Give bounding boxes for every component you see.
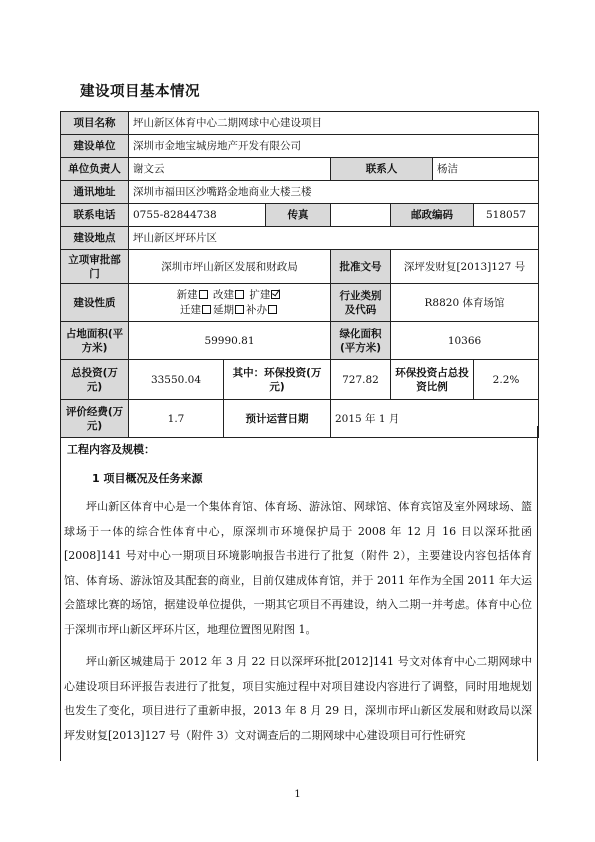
nature-relocate-option[interactable]: 迁建 (180, 304, 213, 316)
location-label: 建设地点 (61, 227, 129, 250)
nature-options (129, 284, 331, 322)
address-value: 深圳市福田区沙嘴路金地商业大楼三楼 (129, 181, 539, 204)
total-invest-value: 33550.04 (129, 360, 224, 400)
builder-label: 建设单位 (61, 135, 129, 158)
builder-value: 深圳市金地宝城房地产开发有限公司 (129, 135, 539, 158)
nature-label: 建设性质 (61, 284, 129, 322)
project-name-value: 坪山新区体育中心二期网球中心建设项目 (129, 112, 539, 135)
env-ratio-label: 环保投资占总投资比例 (391, 360, 474, 400)
page-title: 建设项目基本情况 (80, 84, 200, 100)
approval-doc-value: 深坪发财复[2013]127 号 (391, 250, 539, 284)
eval-fee-label: 评价经费(万元) (61, 400, 129, 438)
project-info-table (60, 111, 539, 438)
operation-date-label: 预计运营日期 (224, 400, 331, 438)
checkbox-icon[interactable] (235, 290, 244, 299)
postcode-value: 518057 (474, 204, 539, 227)
land-area-value: 59990.81 (129, 322, 331, 360)
checkbox-icon[interactable] (199, 290, 208, 299)
project-name-label: 项目名称 (61, 112, 129, 135)
section-heading: 工程内容及规模： (67, 443, 155, 456)
contact-label: 联系人 (331, 158, 433, 181)
green-area-label: 绿化面积(平方米) (331, 322, 391, 360)
location-value: 坪山新区坪环片区 (129, 227, 539, 250)
legal-rep-value: 谢文云 (129, 158, 331, 181)
industry-value: R8820 体育场馆 (391, 284, 539, 322)
page-number: 1 (294, 789, 301, 800)
total-invest-label: 总投资(万元) (61, 360, 129, 400)
approval-dept-value: 深圳市坪山新区发展和财政局 (129, 250, 331, 284)
nature-new-option[interactable]: 新建 (177, 289, 210, 301)
checked-checkbox-icon[interactable] (271, 290, 280, 299)
legal-rep-label: 单位负责人 (61, 158, 129, 181)
phone-value: 0755-82844738 (129, 204, 266, 227)
checkbox-icon[interactable] (268, 305, 277, 314)
industry-label: 行业类别及代码 (331, 284, 391, 322)
env-invest-label: 其中：环保投资(万元) (224, 360, 331, 400)
env-invest-value: 727.82 (331, 360, 391, 400)
contact-value: 杨洁 (433, 158, 539, 181)
green-area-value: 10366 (391, 322, 539, 360)
fax-label: 传真 (266, 204, 331, 227)
approval-doc-label: 批准文号 (331, 250, 391, 284)
sub-heading: 1 项目概况及任务来源 (92, 472, 203, 485)
checkbox-icon[interactable] (202, 305, 211, 314)
env-ratio-value: 2.2% (474, 360, 539, 400)
approval-dept-label: 立项审批部门 (61, 250, 129, 284)
operation-date-value: 2015 年 1 月 (331, 400, 539, 438)
land-area-label: 占地面积(平方米) (61, 322, 129, 360)
nature-expand-option[interactable]: 扩建 (249, 289, 282, 301)
fax-value (331, 204, 391, 227)
nature-extend-option[interactable]: 延期 (213, 304, 246, 316)
nature-supplement-option[interactable]: 补办 (246, 304, 279, 316)
nature-rebuild-option[interactable]: 改建 (213, 289, 246, 301)
eval-fee-value: 1.7 (129, 400, 224, 438)
phone-label: 联系电话 (61, 204, 129, 227)
address-label: 通讯地址 (61, 181, 129, 204)
body-paragraph-2: 坪山新区城建局于 2012 年 3 月 22 日以深坪环批[2012]141 号文对体育中心二期网球中心建设项目环评报告表进行了批复，项目实施过程中对项目建设内容进行了调整，同时用地规划也发生了变化，项目进行了重新申报，2013 年 8 月 29 日，深圳市坪山新区发展和财政局以深坪发财复[2013]127 号（附件 3）文对调查后的二期网球中心建设项目可行性研究 (64, 655, 532, 742)
postcode-label: 邮政编码 (391, 204, 474, 227)
checkbox-icon[interactable] (235, 305, 244, 314)
body-paragraph-1: 坪山新区体育中心是一个集体育馆、体育场、游泳馆、网球馆、体育宾馆及室外网球场、篮球场于一体的综合性体育中心，原深圳市环境保护局于 2008 年 12 月 16 日以深环批函[2008]141 号对中心一期项目环境影响报告书进行了批复（附件 2），主要建设内容包括体育馆、体育场、游泳馆及其配套的商业，目前仅建成体育馆，并于 2011 年作为全国 2011 年大运会篮球比赛的场馆，据建设单位提供，一期其它项目不再建设，纳入二期一并考虑。体育中心位于深圳市坪山新区坪环片区，地理位置图见附图 1。 (64, 500, 532, 636)
